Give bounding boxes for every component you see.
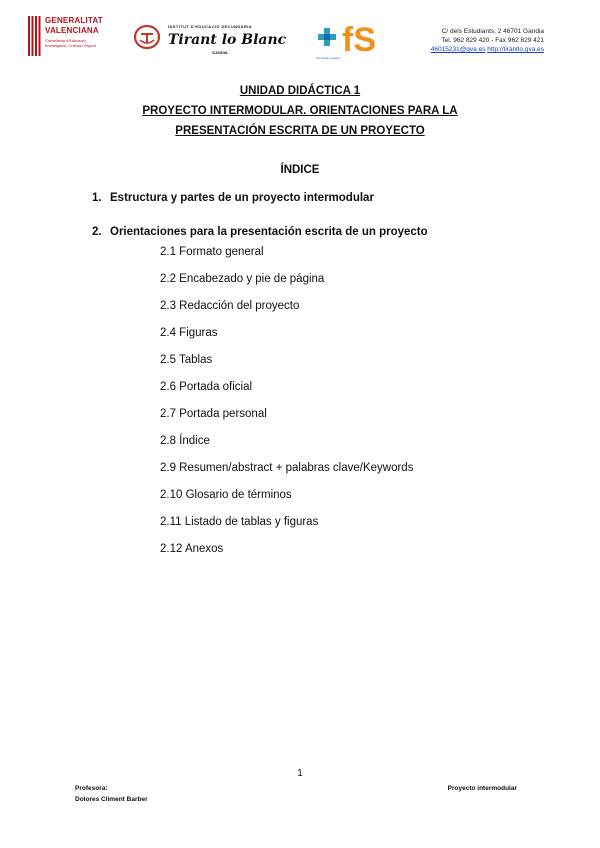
contact-website-link[interactable]: http://tirantlo.gva.es xyxy=(487,46,544,53)
footer-teacher xyxy=(75,783,148,805)
generalitat-name-line2: VALENCIANA xyxy=(45,26,99,35)
institute-emblem-icon xyxy=(134,24,160,50)
index-sub-item: 2.8 Índice xyxy=(160,435,210,447)
institute-town: GANDIA xyxy=(212,50,228,55)
document-title xyxy=(0,81,600,141)
index-sub-item: 2.10 Glosario de términos xyxy=(160,489,292,501)
index-sub-item: 2.6 Portada oficial xyxy=(160,381,253,393)
index-sub-item: 2.9 Resumen/abstract + palabras clave/Keywords xyxy=(160,462,414,474)
letterhead xyxy=(0,0,600,70)
generalitat-name xyxy=(45,16,103,36)
index-sub-item: 2.7 Portada personal xyxy=(160,408,267,420)
institute-name: Tirant lo Blanc xyxy=(168,32,287,48)
index-main-item-number: 1. xyxy=(92,192,102,204)
index-sub-list xyxy=(160,244,413,568)
index-sub-item: 2.11 Listado de tablas y figuras xyxy=(160,516,319,528)
index-main-item-label: Orientaciones para la presentación escrita de un proyecto xyxy=(110,226,428,238)
footer-teacher-name: Dolores Climent Barber xyxy=(75,796,148,803)
title-line-3: PRESENTACIÓN ESCRITA DE UN PROYECTO xyxy=(175,125,425,137)
contact-phone: Tel. 962 829 420 - Fax 962 829 421 xyxy=(441,37,544,44)
index-sub-item: 2.3 Redacción del proyecto xyxy=(160,300,300,312)
institute-logo xyxy=(134,20,294,56)
contact-address: C/ dels Estudiants, 2 46701 Gandia xyxy=(441,28,544,35)
page-number: 1 xyxy=(297,768,303,779)
footer-project-title: Proyecto intermodular xyxy=(447,785,517,792)
index-main-item-label: Estructura y partes de un proyecto intermodular xyxy=(110,192,374,204)
index-sub-item: 2.5 Tablas xyxy=(160,354,213,366)
generalitat-valenciana-logo xyxy=(28,14,118,60)
index-heading: ÍNDICE xyxy=(280,164,320,176)
title-line-2: PROYECTO INTERMODULAR. ORIENTACIONES PARA LA xyxy=(142,105,458,117)
generalitat-bars-icon xyxy=(28,16,42,56)
index-sub-item: 2.12 Anexos xyxy=(160,543,224,555)
index-sub-item: 2.1 Formato general xyxy=(160,246,264,258)
contact-info xyxy=(431,27,544,54)
contact-email-link[interactable]: 46015231@gva.es xyxy=(430,46,486,53)
formacion-superior-letters: fS xyxy=(342,21,376,56)
formacion-superior-icon xyxy=(316,18,388,56)
index-main-item xyxy=(92,190,428,224)
conselleria-line2: Investigació, Cultura i Esport xyxy=(45,43,96,48)
formacion-superior-subtitle: formación superior xyxy=(316,56,341,60)
title-line-1: UNIDAD DIDÁCTICA 1 xyxy=(239,85,361,97)
footer-teacher-label: Profesora: xyxy=(75,785,108,792)
institute-type: INSTITUT D'EDUCACIÓ SECUNDÀRIA xyxy=(168,24,253,29)
generalitat-name-line1: GENERALITAT xyxy=(45,16,103,25)
index-sub-item: 2.2 Encabezado y pie de página xyxy=(160,273,325,285)
conselleria-line1: Conselleria d'Educació, xyxy=(45,38,87,43)
conselleria-name xyxy=(45,38,96,48)
index-main-item-number: 2. xyxy=(92,226,102,238)
index-sub-item: 2.4 Figuras xyxy=(160,327,218,339)
formacion-superior-logo xyxy=(316,18,388,60)
